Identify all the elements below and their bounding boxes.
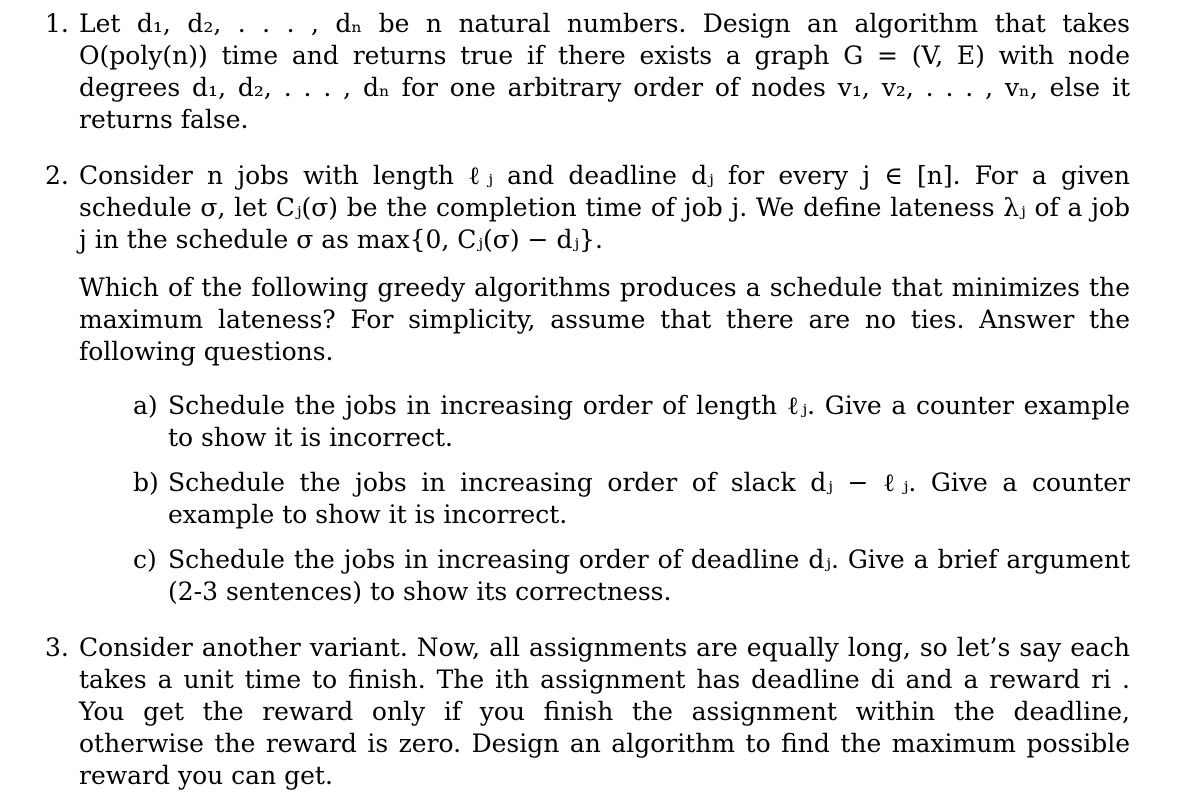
problem-2 bbox=[45, 160, 1130, 608]
subquestion-label: c) bbox=[133, 545, 157, 574]
problem-question: Which of the following greedy algorithms produces a schedule that minimizes the maximum lateness? For simplicity, assume that there are no ties. Answer the following questions. bbox=[79, 273, 1130, 366]
problem-number: 1. bbox=[45, 9, 69, 38]
subquestion-label: b) bbox=[133, 468, 159, 497]
problem-1 bbox=[45, 8, 1130, 136]
problem-text: Consider n jobs with length ℓⱼ and deadline dⱼ for every j ∈ [n]. For a given schedule σ, let Cⱼ(σ) be the completion time of job j. We define lateness λⱼ of a job j in the schedule σ as max{0, Cⱼ(σ) − dⱼ}. bbox=[79, 161, 1130, 254]
subquestion-text: Schedule the jobs in increasing order of length ℓⱼ. Give a counter example to show it is incorrect. bbox=[168, 391, 1130, 452]
subquestion-text: Schedule the jobs in increasing order of slack dⱼ − ℓⱼ. Give a counter example to show it is incorrect. bbox=[168, 468, 1130, 529]
problem-number: 2. bbox=[45, 161, 69, 190]
subquestion-label: a) bbox=[133, 391, 158, 420]
subquestion-text: Schedule the jobs in increasing order of deadline dⱼ. Give a brief argument (2-3 sentences) to show its correctness. bbox=[168, 545, 1130, 606]
subquestion-list bbox=[79, 390, 1130, 608]
subquestion-b bbox=[133, 467, 1130, 531]
subquestion-c bbox=[133, 544, 1130, 608]
problem-set bbox=[45, 8, 1130, 792]
subquestion-a bbox=[133, 390, 1130, 454]
problem-text: Let d₁, d₂, . . . , dₙ be n natural numbers. Design an algorithm that takes O(poly(n)) time and returns true if there exists a graph G = (V, E) with node degrees d₁, d₂, . . . , dₙ for one arbitrary order of nodes v₁, v₂, . . . , vₙ, else it returns false. bbox=[79, 9, 1130, 134]
problem-3 bbox=[45, 632, 1130, 792]
problem-text: Consider another variant. Now, all assignments are equally long, so let’s say each takes a unit time to finish. The ith assignment has deadline di and a reward ri . You get the reward only if you finish the assignment within the deadline, otherwise the reward is zero. Design an algorithm to find the maximum possible reward you can get. bbox=[79, 633, 1130, 790]
problem-number: 3. bbox=[45, 633, 69, 662]
